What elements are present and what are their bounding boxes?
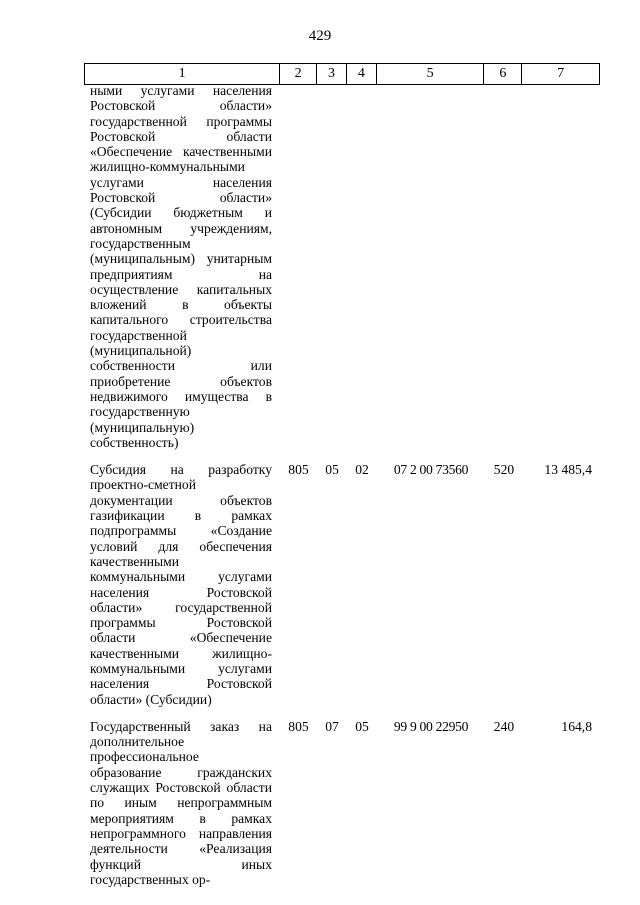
row-description: Государственный заказ на дополнительное профессиональное образование гражданских служащих Ростовской области по иным непрограммным мероприятиям в рамках непрограммного направления деятельности «Реализация функций иных государственных ор- xyxy=(90,718,272,887)
row-section-code: 05 xyxy=(325,462,339,478)
row-amount xyxy=(523,83,600,450)
header-col-7: 7 xyxy=(557,66,565,81)
row-expense-type: 520 xyxy=(493,462,515,478)
header-col-4: 4 xyxy=(347,64,377,84)
row-ministry-code: 805 xyxy=(288,462,309,478)
row-description: ными услугами населения Ростовской области» государственной программы Ростовской области «Обеспечение качественными жилищно-коммунальными услугами населения Ростовской области» (Субсидии бюджетным и автономным учреждениям, государственным (муниципальным) унитарным предприятиям на осуществление капитальных вложений в объекты капитального строительства государственной (муниципальной) собственности или приобретение объектов недвижимого имущества в государственную (муниципальную) собственность) xyxy=(90,83,272,450)
row-ministry-code: 805 xyxy=(288,718,309,734)
row-ministry-code xyxy=(280,83,317,450)
row-subsection-code: 05 xyxy=(355,718,369,734)
row-target-code: 07 2 00 73560 xyxy=(393,462,469,478)
header-col-2: 2 xyxy=(280,64,317,84)
header-col-6: 6 xyxy=(484,64,522,84)
row-target-code: 99 9 00 22950 xyxy=(393,718,469,734)
row-description: Субсидия на разработку проектно-сметной документации объектов газификации в рамках подпрограммы «Создание условий для обеспечения качественными коммунальными услугами населения Ростовской области» государственной программы Ростовской области «Обеспечение качественными жилищно-коммунальными услугами населения Ростовской области» (Субсидии) xyxy=(90,462,272,707)
page-number: 429 xyxy=(308,28,332,44)
header-col-5: 5 xyxy=(377,64,485,84)
row-expense-type xyxy=(485,83,523,450)
table-header xyxy=(84,63,600,85)
row-section-code xyxy=(317,83,347,450)
header-col-3: 3 xyxy=(317,64,347,84)
table-row xyxy=(84,719,600,887)
row-section-code: 07 xyxy=(325,718,339,734)
table-body xyxy=(84,85,600,887)
header-col-1: 1 xyxy=(85,64,280,84)
table-row xyxy=(84,462,600,707)
table-row xyxy=(84,83,600,450)
row-subsection-code xyxy=(347,83,377,450)
row-amount: 164,8 xyxy=(561,718,592,734)
row-amount: 13 485,4 xyxy=(544,462,592,478)
row-target-code xyxy=(377,83,485,450)
row-subsection-code: 02 xyxy=(355,462,369,478)
row-expense-type: 240 xyxy=(493,718,515,734)
